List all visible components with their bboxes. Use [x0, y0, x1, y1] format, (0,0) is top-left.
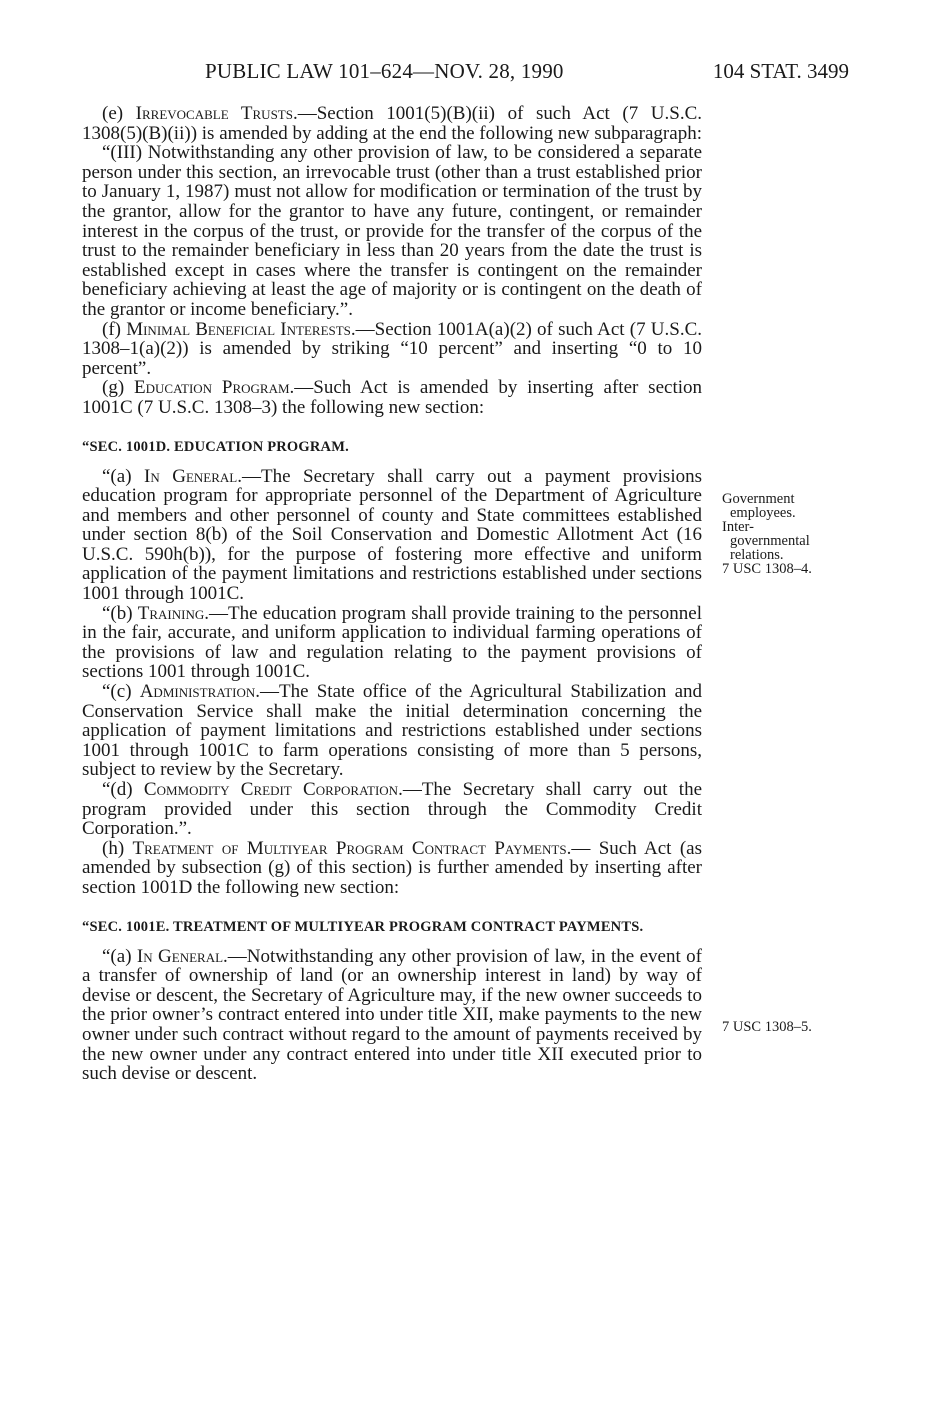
subsection-heading: Education Program	[134, 377, 290, 399]
subsection-text: .—Section 1001(5)(B)(ii) of such Act (7 U.S.C. 1308(5)(B)(ii)) is amended by adding at the end the following new subparagraph:	[82, 103, 702, 144]
subsection-text: .—Such Act is amended by inserting after section 1001C (7 U.S.C. 1308–3) the following new section:	[82, 377, 702, 418]
subsection-heading: In General	[144, 465, 238, 487]
subparagraph-iii: “(III) Notwithstanding any other provision of law, to be considered a separate person under this section, an irrevocable trust (other than a trust established prior to January 1, 1987) must not allow for modification or termination of the trust by the grantor, allow for the grantor to have any future, contingent, or remainder interest in the corpus of the trust, or provide for the transfer of the corpus of the trust to the remainder beneficiary in less than 20 years from the date the trust is established except in cases where the transfer is contingent on the remainder beneficiary achieving at least the age of majority or is contingent on the death of the grantor or income beneficiary.”.	[82, 142, 702, 320]
subsection-f	[82, 320, 702, 379]
public-law-citation: PUBLIC LAW 101–624—NOV. 28, 1990	[205, 59, 564, 83]
subsection-label: “(d)	[102, 779, 144, 800]
subsection-heading: Administration	[139, 681, 256, 703]
subsection-text: .—The Secretary shall carry out a payment provisions education program for appropriate personnel of the Department of Agriculture and members and other personnel of county and State committees established under section 8(b) of the Soil Conservation and Domestic Allotment Act (16 U.S.C. 590h(b)), for the purpose of fostering more effective and uniform application of the payment limitations and restrictions established under sections 1001 through 1001C.	[82, 465, 702, 605]
subsection-label: “(b)	[102, 602, 138, 624]
subsection-a-general-1001e	[82, 947, 702, 1084]
subsection-label: (f)	[102, 318, 127, 340]
subsection-text: .—Notwithstanding any other provision of law, in the event of a transfer of ownership of land (or an ownership interest in land) by way of devise or descent, the Secretary of Agriculture may, if the new owner succeeds to the prior owner’s contract entered into under title XII, make payments to the new owner under such contract without regard to the amount of payments received by the new owner under any contract entered into under title XII executed prior to such devise or descent.	[82, 945, 702, 1085]
subsection-heading: Treatment of Multiyear Program Contract Payments	[132, 837, 567, 859]
statute-page-number: 104 STAT. 3499	[712, 59, 849, 83]
subsection-label: “(c)	[102, 681, 140, 703]
subsection-text: .—Section 1001A(a)(2) of such Act (7 U.S.C. 1308–1(a)(2)) is amended by striking “10 percent” and inserting “0 to 10 percent”.	[82, 318, 703, 379]
margin-note-line: governmental	[730, 533, 810, 549]
subsection-g	[82, 378, 702, 417]
subsection-text: .— Such Act (as amended by subsection (g) of this section) is further amended by inserting after section 1001D the following new section:	[82, 837, 702, 898]
subsection-h	[82, 839, 702, 898]
section-heading-1001d: “SEC. 1001D. EDUCATION PROGRAM.	[82, 438, 349, 455]
margin-note-1001d	[722, 492, 842, 576]
section-heading-1001e: “SEC. 1001E. TREATMENT OF MULTIYEAR PROGRAM CONTRACT PAYMENTS.	[82, 918, 644, 935]
margin-note-line: Inter-	[722, 519, 754, 535]
subsection-c-administration	[82, 682, 702, 780]
law-body-text	[82, 104, 702, 1084]
subsection-heading: Minimal Beneficial Interests	[126, 318, 351, 340]
subsection-heading: Commodity Credit Corporation	[143, 779, 399, 800]
margin-note-line: relations.	[730, 547, 784, 563]
subsection-text: .—The Secretary shall carry out the program provided under this section through the Commodity Credit Corporation.”.	[82, 779, 702, 840]
subsection-label: (g)	[102, 377, 135, 399]
subsection-d-ccc	[82, 780, 702, 839]
subsection-b-training	[82, 604, 702, 682]
margin-note-1001e	[722, 1020, 842, 1034]
margin-note-line: employees.	[730, 505, 796, 521]
subsection-label: “(a)	[102, 465, 145, 487]
subsection-a-general	[82, 467, 702, 604]
subsection-e	[82, 104, 702, 143]
subsection-label: (h)	[102, 837, 133, 859]
page-header	[0, 59, 943, 87]
usc-citation: 7 USC 1308–4.	[722, 561, 812, 577]
subsection-text: .—The State office of the Agricultural Stabilization and Conservation Service shall make the initial determination concerning the application of payment limitations and restrictions established under sections 1001 through 1001C to farm operations consisting of more than 5 persons, subject to review by the Secretary.	[82, 681, 702, 781]
subsection-heading: In General	[136, 945, 224, 967]
subsection-heading: Training	[137, 602, 205, 624]
subsection-heading: Irrevocable Trusts	[135, 103, 293, 124]
subsection-label: “(a)	[102, 945, 137, 967]
subsection-label: (e)	[102, 103, 136, 124]
subsection-text: .—The education program shall provide training to the personnel in the fair, accurate, and uniform application to individual farming operations of the provisions of law and regulation relating to the payment provisions of sections 1001 through 1001C.	[82, 602, 703, 683]
usc-citation: 7 USC 1308–5.	[722, 1019, 812, 1035]
margin-note-line: Government	[722, 491, 795, 507]
